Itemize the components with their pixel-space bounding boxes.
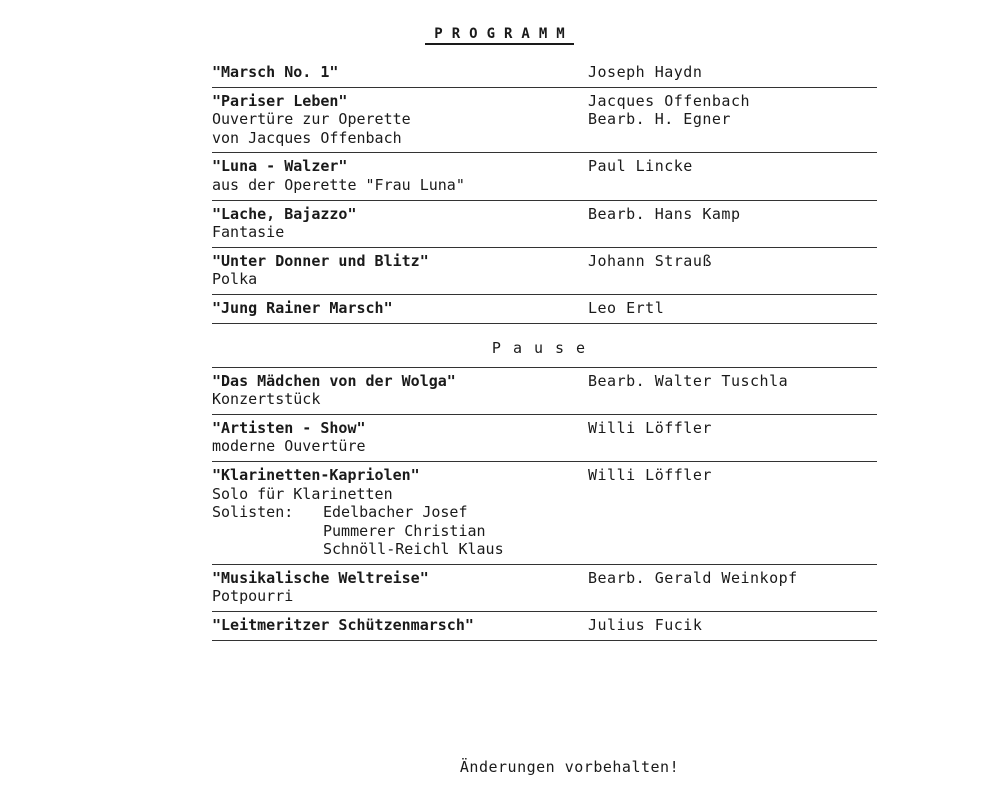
- piece-description: Fantasie: [212, 223, 285, 242]
- piece-description: Polka: [212, 270, 258, 289]
- piece-title: "Lache, Bajazzo": [212, 204, 357, 223]
- piece-composer: Paul Lincke: [588, 157, 693, 176]
- piece-composer: Bearb. Gerald Weinkopf: [588, 568, 798, 587]
- piece-title: "Artisten - Show": [212, 418, 366, 437]
- piece-composer: Joseph Haydn: [588, 63, 703, 81]
- footer-note: Änderungen vorbehalten!: [459, 758, 680, 776]
- soloist-name: Schnöll-Reichl Klaus: [323, 540, 504, 559]
- piece-composer: Willi Löffler: [588, 418, 712, 437]
- piece-title: "Marsch No. 1": [212, 63, 339, 81]
- piece-description: Konzertstück: [212, 390, 321, 409]
- piece-composer: Leo Ertl: [588, 298, 665, 317]
- soloist-name: Pummerer Christian: [323, 521, 486, 540]
- program-item: [212, 88, 877, 154]
- piece-title: "Luna - Walzer": [212, 157, 348, 176]
- program-item: [212, 565, 877, 612]
- piece-composer: Willi Löffler: [588, 465, 712, 484]
- piece-title: "Leitmeritzer Schützenmarsch": [212, 616, 474, 635]
- piece-composer: Julius Fucik: [588, 616, 703, 635]
- soloist-name: Edelbacher Josef: [323, 503, 468, 522]
- program-item: [212, 368, 877, 415]
- piece-description: aus der Operette "Frau Luna": [212, 175, 465, 194]
- program-item: [212, 59, 877, 88]
- piece-composer: Bearb. Walter Tuschla: [588, 371, 789, 390]
- piece-description: Solo für Klarinetten: [212, 484, 393, 503]
- piece-title: "Klarinetten-Kapriolen": [212, 465, 420, 484]
- piece-description: Potpourri: [212, 587, 294, 606]
- piece-composer: Johann Strauß: [588, 251, 712, 270]
- soloists-label: Solisten:: [212, 503, 294, 522]
- program-item: [212, 201, 877, 248]
- program-list: [212, 59, 877, 641]
- piece-description: Ouvertüre zur Operette: [212, 110, 411, 129]
- program-item: [212, 415, 877, 462]
- piece-arranger: Bearb. H. Egner: [588, 110, 731, 129]
- piece-title: "Jung Rainer Marsch": [212, 298, 393, 317]
- piece-title: "Musikalische Weltreise": [212, 568, 429, 587]
- program-item: [212, 612, 877, 641]
- piece-title: "Unter Donner und Blitz": [212, 251, 429, 270]
- piece-title: "Pariser Leben": [212, 91, 348, 110]
- pause-label: Pause: [212, 324, 877, 368]
- program-item: [212, 248, 877, 295]
- program-item: [212, 462, 877, 565]
- piece-composer: Bearb. Hans Kamp: [588, 204, 741, 223]
- program-item: [212, 295, 877, 324]
- piece-title: "Das Mädchen von der Wolga": [212, 371, 456, 390]
- piece-description: von Jacques Offenbach: [212, 128, 402, 147]
- program-item: [212, 153, 877, 200]
- piece-composer: Jacques Offenbach: [588, 91, 751, 110]
- piece-description: moderne Ouvertüre: [212, 437, 366, 456]
- program-heading: PROGRAMM: [0, 26, 999, 42]
